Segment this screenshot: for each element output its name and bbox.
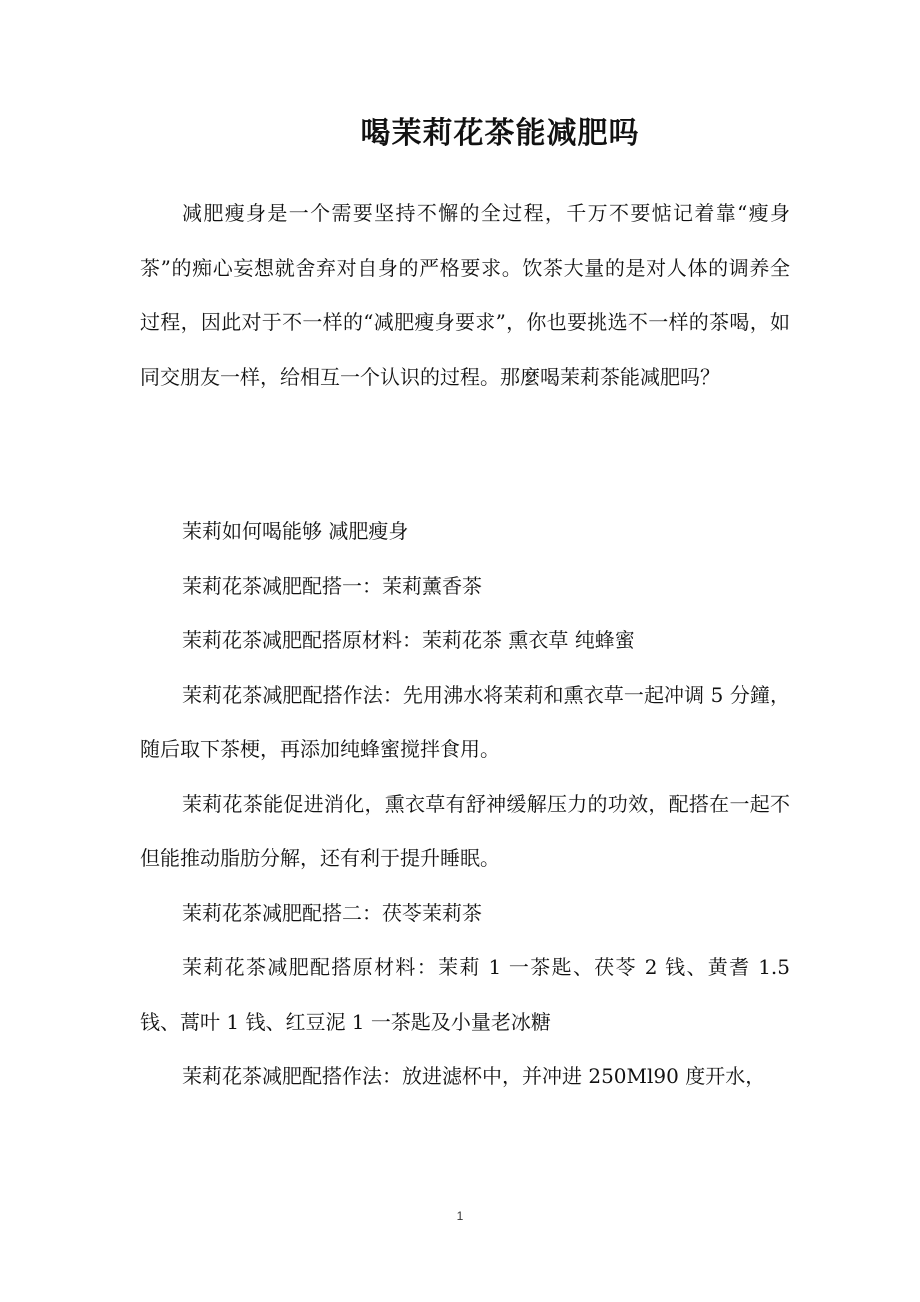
body-paragraph-7: 茉莉花茶减肥配搭原材料：茉莉 1 一茶匙、茯苓 2 钱、黄耆 1.5 钱、蒿叶 1 钱、红豆泥 1 一茶匙及小量老冰糖 [140, 955, 790, 1034]
page-number: 1 [456, 1209, 464, 1223]
document-body [140, 186, 790, 1104]
intro-paragraph: 减肥瘦身是一个需要坚持不懈的全过程，千万不要惦记着靠“瘦身茶”的痴心妄想就舍弃对自身的严格要求。饮茶大量的是对人体的调养全过程，因此对于不一样的“减肥瘦身要求”，你也要挑选不一样的茶喝，如同交朋友一样，给相互一个认识的过程。那麼喝茉莉茶能减肥吗？ [140, 201, 790, 389]
body-paragraph-6: 茉莉花茶减肥配搭二：茯苓茉莉茶 [182, 900, 482, 925]
body-paragraph-8: 茉莉花茶减肥配搭作法：放进滤杯中，并冲进 250Ml90 度开水， [182, 1064, 766, 1088]
body-paragraph-3: 茉莉花茶减肥配搭原材料：茉莉花茶 熏衣草 纯蜂蜜 [182, 628, 635, 652]
body-paragraph-1: 茉莉如何喝能够 减肥瘦身 [182, 519, 409, 543]
body-paragraph-4: 茉莉花茶减肥配搭作法：先用沸水将茉莉和熏衣草一起冲调 5 分鐘，随后取下茶梗，再添加纯蜂蜜搅拌食用。 [140, 682, 790, 761]
body-paragraph-2: 茉莉花茶减肥配搭一：茉莉薰香茶 [182, 573, 482, 598]
document-title: 喝茉莉花茶能减肥吗 [360, 116, 640, 151]
body-paragraph-5: 茉莉花茶能促进消化，熏衣草有舒神缓解压力的功效，配搭在一起不但能推动脂肪分解，还有利于提升睡眠。 [140, 791, 790, 870]
